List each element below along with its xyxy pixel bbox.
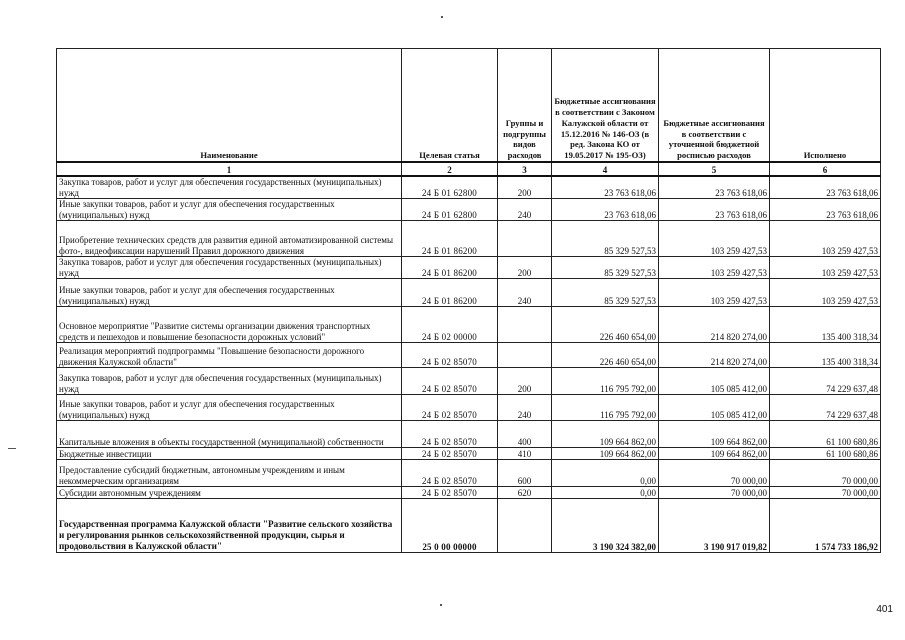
row-code: 24 Б 02 85070 xyxy=(402,487,498,499)
row-group: 400 xyxy=(498,421,552,448)
column-number-row xyxy=(57,162,881,176)
row-name: Предоставление субсидий бюджетным, автономным учреждениям и иным некоммерческим организациям xyxy=(57,460,402,487)
row-refined: 23 763 618,06 xyxy=(659,199,770,221)
row-group: 620 xyxy=(498,487,552,499)
row-approved: 226 460 654,00 xyxy=(552,343,659,368)
row-executed: 135 400 318,34 xyxy=(770,307,881,343)
budget-table xyxy=(56,48,881,553)
row-group: 200 xyxy=(498,176,552,199)
row-refined: 109 664 862,00 xyxy=(659,448,770,460)
header-executed: Исполнено xyxy=(770,49,881,163)
row-executed: 103 259 427,53 xyxy=(770,279,881,307)
table-row xyxy=(57,279,881,307)
column-number: 4 xyxy=(552,162,659,176)
row-executed: 61 100 680,86 xyxy=(770,448,881,460)
row-group: 200 xyxy=(498,368,552,395)
table-row xyxy=(57,221,881,257)
row-refined: 23 763 618,06 xyxy=(659,176,770,199)
row-name: Закупка товаров, работ и услуг для обеспечения государственных (муниципальных) нужд xyxy=(57,176,402,199)
table-row xyxy=(57,460,881,487)
row-executed: 1 574 733 186,92 xyxy=(770,499,881,553)
row-code: 24 Б 02 85070 xyxy=(402,368,498,395)
row-name: Государственная программа Калужской области "Развитие сельского хозяйства и регулирования рынков сельскохозяйственной продукции, сырья и продовольствия в Калужской области" xyxy=(57,499,402,553)
row-group: 240 xyxy=(498,395,552,421)
header-refined: Бюджетные ассигнования в соответствии с уточненной бюджетной росписью расходов xyxy=(659,49,770,163)
row-code: 24 Б 02 85070 xyxy=(402,460,498,487)
row-approved: 85 329 527,53 xyxy=(552,279,659,307)
row-name: Бюджетные инвестиции xyxy=(57,448,402,460)
row-refined: 103 259 427,53 xyxy=(659,279,770,307)
row-name: Реализация мероприятий подпрограммы "Повышение безопасности дорожного движения Калужской области" xyxy=(57,343,402,368)
row-refined: 214 820 274,00 xyxy=(659,307,770,343)
row-refined: 70 000,00 xyxy=(659,460,770,487)
row-executed: 70 000,00 xyxy=(770,487,881,499)
row-name: Приобретение технических средств для развития единой автоматизированной системы фото-, видеофиксации нарушений Правил дорожного движения xyxy=(57,221,402,257)
row-group: 240 xyxy=(498,279,552,307)
row-name: Основное мероприятие "Развитие системы организации движения транспортных средств и пешеходов и повышение безопасности дорожных условий" xyxy=(57,307,402,343)
scan-speck xyxy=(8,448,16,449)
table-row-program xyxy=(57,499,881,553)
row-approved: 85 329 527,53 xyxy=(552,221,659,257)
row-executed: 74 229 637,48 xyxy=(770,368,881,395)
row-refined: 70 000,00 xyxy=(659,487,770,499)
table-row xyxy=(57,487,881,499)
column-number: 1 xyxy=(57,162,402,176)
row-executed: 70 000,00 xyxy=(770,460,881,487)
header-approved: Бюджетные ассигнования в соответствии с Законом Калужской области от 15.12.2016 № 146-ОЗ (в ред. Закона КО от 19.05.2017 № 195-ОЗ) xyxy=(552,49,659,163)
row-code: 24 Б 02 85070 xyxy=(402,448,498,460)
row-executed: 103 259 427,53 xyxy=(770,257,881,279)
row-refined: 103 259 427,53 xyxy=(659,257,770,279)
row-executed: 23 763 618,06 xyxy=(770,176,881,199)
row-approved: 23 763 618,06 xyxy=(552,176,659,199)
row-refined: 103 259 427,53 xyxy=(659,221,770,257)
row-code: 25 0 00 00000 xyxy=(402,499,498,553)
row-approved: 85 329 527,53 xyxy=(552,257,659,279)
row-group xyxy=(498,307,552,343)
header-groups: Группы и подгруппы видов расходов xyxy=(498,49,552,163)
table-row xyxy=(57,199,881,221)
column-number: 3 xyxy=(498,162,552,176)
table-row xyxy=(57,343,881,368)
row-approved: 116 795 792,00 xyxy=(552,395,659,421)
row-name: Капитальные вложения в объекты государственной (муниципальной) собственности xyxy=(57,421,402,448)
row-approved: 109 664 862,00 xyxy=(552,421,659,448)
row-group: 240 xyxy=(498,199,552,221)
row-name: Иные закупки товаров, работ и услуг для обеспечения государственных (муниципальных) нужд xyxy=(57,279,402,307)
row-approved: 116 795 792,00 xyxy=(552,368,659,395)
row-group xyxy=(498,499,552,553)
header-target: Целевая статья xyxy=(402,49,498,163)
row-executed: 135 400 318,34 xyxy=(770,343,881,368)
row-name: Субсидии автономным учреждениям xyxy=(57,487,402,499)
row-code: 24 Б 01 86200 xyxy=(402,279,498,307)
row-approved: 109 664 862,00 xyxy=(552,448,659,460)
row-executed: 23 763 618,06 xyxy=(770,199,881,221)
row-code: 24 Б 01 86200 xyxy=(402,221,498,257)
row-refined: 3 190 917 019,82 xyxy=(659,499,770,553)
row-approved: 226 460 654,00 xyxy=(552,307,659,343)
row-name: Иные закупки товаров, работ и услуг для обеспечения государственных (муниципальных) нужд xyxy=(57,199,402,221)
row-name: Иные закупки товаров, работ и услуг для обеспечения государственных (муниципальных) нужд xyxy=(57,395,402,421)
row-group xyxy=(498,343,552,368)
row-group: 410 xyxy=(498,448,552,460)
header-name: Наименование xyxy=(57,49,402,163)
row-code: 24 Б 02 85070 xyxy=(402,421,498,448)
table-row xyxy=(57,257,881,279)
row-group xyxy=(498,221,552,257)
column-number: 5 xyxy=(659,162,770,176)
header-row xyxy=(57,49,881,163)
row-executed: 74 229 637,48 xyxy=(770,395,881,421)
table-row xyxy=(57,307,881,343)
row-name: Закупка товаров, работ и услуг для обеспечения государственных (муниципальных) нужд xyxy=(57,257,402,279)
row-refined: 109 664 862,00 xyxy=(659,421,770,448)
table-row xyxy=(57,448,881,460)
row-code: 24 Б 01 62800 xyxy=(402,199,498,221)
row-group: 600 xyxy=(498,460,552,487)
row-refined: 105 085 412,00 xyxy=(659,368,770,395)
row-code: 24 Б 01 86200 xyxy=(402,257,498,279)
row-approved: 23 763 618,06 xyxy=(552,199,659,221)
scan-speck xyxy=(441,16,443,18)
row-executed: 103 259 427,53 xyxy=(770,221,881,257)
table-row xyxy=(57,368,881,395)
row-executed: 61 100 680,86 xyxy=(770,421,881,448)
scan-speck xyxy=(440,604,442,606)
row-code: 24 Б 02 85070 xyxy=(402,395,498,421)
row-code: 24 Б 01 62800 xyxy=(402,176,498,199)
page-number: 401 xyxy=(876,604,893,615)
row-approved: 0,00 xyxy=(552,487,659,499)
row-code: 24 Б 02 00000 xyxy=(402,307,498,343)
row-group: 200 xyxy=(498,257,552,279)
row-approved: 0,00 xyxy=(552,460,659,487)
row-refined: 105 085 412,00 xyxy=(659,395,770,421)
table-row xyxy=(57,421,881,448)
row-name: Закупка товаров, работ и услуг для обеспечения государственных (муниципальных) нужд xyxy=(57,368,402,395)
row-code: 24 Б 02 85070 xyxy=(402,343,498,368)
table-row xyxy=(57,176,881,199)
row-approved: 3 190 324 382,00 xyxy=(552,499,659,553)
column-number: 2 xyxy=(402,162,498,176)
row-refined: 214 820 274,00 xyxy=(659,343,770,368)
table-row xyxy=(57,395,881,421)
column-number: 6 xyxy=(770,162,881,176)
